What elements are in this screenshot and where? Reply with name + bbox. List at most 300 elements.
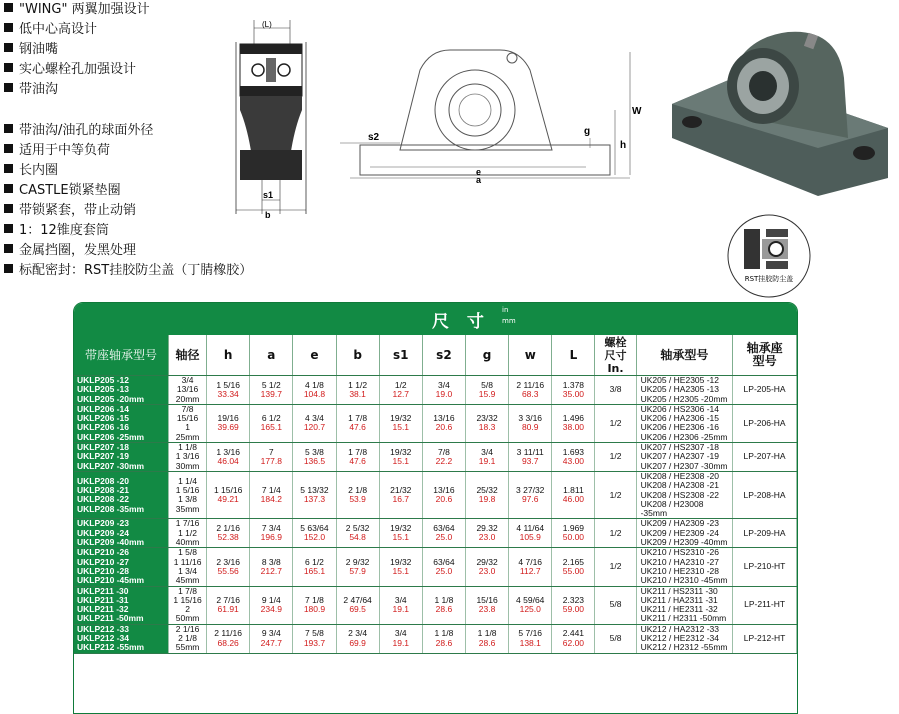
dim-cell-b [336,519,379,548]
dims-table [74,335,797,654]
mm-value: 53.9 [349,494,366,505]
mm-value: 69.5 [349,604,366,615]
bullet-icon [4,244,13,253]
cell-line: UKLP205 -12 [77,375,129,385]
inch-value: 2 3/16 [216,556,240,567]
cell-line: UK210 / HE2310 -28 [640,565,720,576]
cell-line: 1 1/8 [178,442,197,453]
inch-value: 5 7/16 [518,628,543,639]
inch-value: 2 5/32 [345,523,370,534]
inch-value: 1/2 [394,379,407,390]
feature-item: CASTLE锁紧垫圈 [4,183,121,199]
bolt-cell: 3/8 [595,376,636,405]
inch-value: 5 3/8 [305,446,324,457]
cell-line: UK211 / HA2311 -31 [640,594,718,605]
dim-cell-L [552,519,595,548]
model-cell [74,548,169,586]
mm-value: 23.0 [478,565,496,576]
cell-line: UK206 / H2306 -25mm [640,431,728,442]
bullet-icon [4,124,13,133]
cell-line: UKLP207 -19 [77,451,129,462]
label-b: b [265,210,271,219]
bearing-cell [636,471,733,518]
inch-value: 1.693 [562,446,585,457]
inch-value: 63/64 [433,556,455,567]
mm-value: 15.1 [392,456,410,467]
dim-cell-L [552,404,595,442]
inch-value: 8 3/8 [261,556,281,567]
model-cell [74,586,169,624]
inch-value: 1.811 [563,484,584,495]
dim-cell-w [509,471,552,518]
cell-line: UK208 / HE2308 -20 [640,470,720,481]
mm-value: 105.9 [519,532,541,543]
mm-value: 50.00 [562,532,585,543]
mm-value: 38.00 [562,422,585,433]
dim-cell-b [336,376,379,405]
bolt-cell: 5/8 [595,624,636,653]
dim-cell-e [293,471,336,518]
bullet-icon [4,23,13,32]
dim-cell-e [293,404,336,442]
cell-line: 1 3/16 [175,451,200,462]
cell-line: 1 3/8 [178,494,197,505]
dim-cell-s2 [422,471,465,518]
mm-value: 80.9 [521,422,539,433]
mm-value: 139.7 [260,388,282,399]
mm-value: 57.9 [349,565,366,576]
inch-value: 4 7/16 [518,556,543,567]
dim-cell-s1 [379,548,422,586]
dim-cell-g [466,624,509,653]
bolt-cell: 1/2 [595,443,636,472]
mm-value: 184.2 [260,494,282,505]
dim-cell-w [509,376,552,405]
dim-cell-s2 [422,586,465,624]
cell-line: UK209 / HE2309 -24 [640,527,720,538]
mm-value: 46.00 [562,494,585,505]
cell-line: 1 5/16 [175,484,200,495]
feature-item: 金属挡圈，发黑处理 [4,243,136,259]
inch-value: 3/4 [481,446,493,457]
dim-cell-b [336,471,379,518]
dim-cell-h [207,376,250,405]
inch-value: 2 1/8 [348,484,368,495]
inch-value: 2 1/16 [216,523,240,534]
dim-cell-s1 [379,519,422,548]
mm-value: 68.26 [217,637,239,648]
header-row [74,335,797,376]
dim-cell-g [466,586,509,624]
inch-value: 7 1/4 [261,484,281,495]
mm-value: 33.34 [217,388,239,399]
cell-line: 1 1/4 [178,475,197,486]
mm-value: 15.1 [392,422,410,433]
mm-value: 15.1 [392,565,410,576]
cell-line: UKLP208 -22 [77,494,129,505]
shaft-cell [169,624,207,653]
dim-cell-w [509,586,552,624]
mm-value: 28.6 [478,637,496,648]
dim-cell-g [466,376,509,405]
mm-value: 165.1 [260,422,282,433]
bullet-icon [4,83,13,92]
inch-value: 5 63/64 [300,523,329,534]
label-s2: s2 [368,132,380,143]
mm-value: 193.7 [303,637,326,648]
inch-value: 2 7/16 [216,594,240,605]
inch-value: 4 1/8 [305,379,324,390]
model-cell [74,471,169,518]
cell-line: UKLP207 -18 [77,442,129,453]
dim-cell-a [250,624,293,653]
dim-cell-L [552,376,595,405]
inch-value: 2 9/32 [345,556,370,567]
cell-line: UKLP208 -21 [77,484,129,495]
cell-line: 1 7/16 [175,518,200,529]
cell-line: 25mm [175,431,200,442]
inch-value: 15/16 [476,594,498,605]
mm-value: 38.1 [349,388,366,399]
col-L: L [552,335,595,376]
cell-line: UK209 / H2309 -40mm [640,537,728,548]
shaft-cell [169,586,207,624]
inch-value: 19/32 [390,523,412,534]
dim-cell-g [466,519,509,548]
mm-value: 22.2 [435,456,453,467]
dim-cell-L [552,624,595,653]
inch-value: 1 7/8 [348,413,368,424]
inch-value: 1 1/8 [477,628,497,639]
mm-value: 97.6 [521,494,539,505]
inch-value: 29/32 [476,556,498,567]
label-s1: s1 [263,190,274,200]
feature-item: 带油沟/油孔的球面外径 [4,123,153,139]
cell-line: UK212 / HA2312 -33 [640,623,720,634]
dim-cell-a [250,548,293,586]
housing-cell: LP-209-HA [733,519,797,548]
dim-cell-L [552,443,595,472]
table-row [74,624,797,653]
cell-line: UKLP212 -55mm [77,642,145,653]
mm-value: 247.7 [260,637,282,648]
dim-cell-a [250,471,293,518]
dim-cell-h [207,519,250,548]
inch-value: 5 13/32 [300,484,329,495]
dim-cell-g [466,404,509,442]
bullet-icon [4,184,13,193]
cell-line: 1 5/8 [178,547,197,558]
cell-line: UK210 / H2310 -45mm [640,575,728,586]
inch-value: 2.165 [562,556,585,567]
mm-value: 55.00 [562,565,585,576]
bolt-cell: 5/8 [595,586,636,624]
cell-line: 1 3/4 [178,565,197,576]
inch-value: 2.323 [562,594,585,605]
inch-value: 1 5/16 [216,379,240,390]
table-row [74,471,797,518]
cell-line: 3/4 [181,375,194,385]
label-a: a [476,175,482,185]
mm-value: 20.6 [435,422,453,433]
cell-line: UK209 / HA2309 -23 [640,518,720,529]
dim-cell-h [207,471,250,518]
rst-caption: RST挂胶防尘盖 [744,275,794,283]
unit-in: in [502,306,509,314]
shaft-cell [169,443,207,472]
inch-value: 7 5/8 [305,628,324,639]
mm-value: 19.0 [435,388,453,399]
dim-cell-s2 [422,376,465,405]
mm-value: 212.7 [260,565,282,576]
unit-mm: mm [502,317,516,325]
mm-value: 46.04 [217,456,239,467]
cell-line: UK212 / H2312 -55mm [640,642,728,653]
mm-value: 19.1 [392,604,410,615]
mm-value: 59.00 [562,604,585,615]
dim-cell-s2 [422,548,465,586]
inch-value: 7 1/8 [305,594,324,605]
inch-value: 2 3/4 [348,628,368,639]
bullet-icon [4,224,13,233]
cell-line: 50mm [175,613,200,624]
table-body [74,376,797,654]
label-h: h [620,140,627,151]
cell-line: UKLP210 -27 [77,556,129,567]
inch-value: 2.441 [562,628,585,639]
mm-value: 47.6 [349,422,366,433]
cell-line: UKLP207 -30mm [77,460,145,471]
mm-value: 93.7 [521,456,539,467]
feature-item: 带锁紧套，带止动销 [4,203,136,219]
mm-value: 196.9 [260,532,282,543]
bullet-icon [4,204,13,213]
bearing-cell [636,624,733,653]
cell-line: 45mm [175,575,200,586]
inch-value: 2 11/16 [214,628,242,639]
col-w: w [509,335,552,376]
mm-value: 15.9 [478,388,496,399]
cell-line: UK208 / HA2308 -21 [640,480,720,491]
table-row [74,376,797,405]
cell-line: UK208 / HS2308 -22 [640,489,720,500]
mm-value: 54.8 [349,532,366,543]
shaft-cell [169,519,207,548]
dim-cell-s2 [422,624,465,653]
bolt-cell: 1/2 [595,404,636,442]
cell-line: 13/16 [176,384,199,395]
inch-value: 21/32 [390,484,412,495]
inch-value: 9 1/4 [261,594,281,605]
inch-value: 3/4 [394,594,407,605]
col-housing: 轴承座 型号 [733,335,797,376]
feature-item: 带油沟 [4,82,58,98]
mm-value: 120.7 [303,422,326,433]
bullet-icon [4,144,13,153]
cell-line: UKLP206 -16 [77,422,129,433]
cell-line: UKLP211 -30 [77,585,129,596]
mm-value: 55.56 [217,565,239,576]
bearing-cell [636,548,733,586]
housing-cell: LP-210-HT [733,548,797,586]
dim-cell-g [466,548,509,586]
dim-cell-b [336,443,379,472]
mm-value: 23.8 [478,604,496,615]
inch-value: 63/64 [433,523,455,534]
dim-cell-h [207,586,250,624]
inch-value: 7 [268,446,274,457]
cell-line: UK207 / HS2307 -18 [640,442,720,453]
col-s2: s2 [422,335,465,376]
dim-cell-w [509,624,552,653]
mm-value: 152.0 [303,532,326,543]
model-cell [74,624,169,653]
housing-cell: LP-205-HA [733,376,797,405]
cell-line: UK210 / HA2310 -27 [640,556,720,567]
cell-line: 55mm [175,642,200,653]
label-L: (L) [262,20,272,29]
cell-line: 2 [185,604,190,615]
mm-value: 104.8 [303,388,326,399]
table-row [74,404,797,442]
dim-cell-s1 [379,404,422,442]
mm-value: 23.0 [478,532,496,543]
mm-value: 137.3 [303,494,326,505]
dim-cell-e [293,548,336,586]
mm-value: 43.00 [562,456,585,467]
cell-line: 1 15/16 [173,594,202,605]
mm-value: 15.1 [392,532,410,543]
inch-value: 1 1/2 [348,379,368,390]
dim-cell-e [293,624,336,653]
dim-cell-h [207,443,250,472]
cell-line: UK205 / HA2305 -13 [640,384,720,395]
inch-value: 25/32 [476,484,498,495]
dim-cell-a [250,586,293,624]
inch-value: 13/16 [433,413,455,424]
shaft-cell [169,471,207,518]
cell-line: 15/16 [176,413,199,424]
cell-line: 20mm [175,393,200,404]
dim-cell-a [250,376,293,405]
cell-line: 7/8 [181,403,194,414]
mm-value: 18.3 [478,422,496,433]
housing-cell: LP-212-HT [733,624,797,653]
cell-line: UK208 / H23008 -35mm [640,498,704,519]
cell-line: UK211 / H2311 -50mm [640,613,727,624]
dim-cell-s2 [422,443,465,472]
inch-value: 1 7/8 [348,446,368,457]
mm-value: 47.6 [349,456,366,467]
bullet-icon [4,264,13,273]
model-cell [74,404,169,442]
cell-line: 30mm [175,460,200,471]
dim-cell-e [293,443,336,472]
dim-cell-s1 [379,376,422,405]
mm-value: 165.1 [303,565,326,576]
feature-item: 长内圈 [4,163,58,179]
model-cell [74,376,169,405]
bearing-cell [636,376,733,405]
cell-line: UK206 / HS2306 -14 [640,403,720,414]
col-s1: s1 [379,335,422,376]
cell-line: UKLP206 -14 [77,403,129,414]
mm-value: 19.1 [478,456,496,467]
feature-item: 标配密封：RST挂胶防尘盖（丁腈橡胶） [4,263,252,279]
feature-item: 适用于中等负荷 [4,143,110,159]
side-section-drawing [232,14,312,219]
col-g: g [466,335,509,376]
inch-value: 23/32 [476,413,498,424]
mm-value: 28.6 [435,637,453,648]
mm-value: 180.9 [303,604,326,615]
model-cell [74,443,169,472]
inch-value: 6 1/2 [305,556,324,567]
cell-line: 1 11/16 [173,556,202,567]
col-b: b [336,335,379,376]
dim-cell-w [509,519,552,548]
cell-line: 1 [185,422,190,433]
cell-line: 40mm [175,537,200,548]
cell-line: 1 7/8 [178,585,197,596]
table-title: 尺 寸 [432,312,490,332]
cell-line: UK211 / HE2311 -32 [640,604,718,615]
dim-cell-e [293,376,336,405]
inch-value: 4 3/4 [305,413,324,424]
inch-value: 3/4 [438,379,450,390]
cell-line: UK212 / HE2312 -34 [640,633,720,644]
inch-value: 3 3/16 [518,413,543,424]
housing-cell: LP-207-HA [733,443,797,472]
dim-cell-s1 [379,443,422,472]
dim-cell-s2 [422,404,465,442]
rst-seal-inset [726,213,812,299]
bullet-icon [4,43,13,52]
product-photo [668,28,896,198]
shaft-cell [169,404,207,442]
dim-cell-h [207,404,250,442]
inch-value: 6 1/2 [261,413,281,424]
inch-value: 4 11/64 [516,523,545,534]
dim-cell-b [336,404,379,442]
cell-line: UK205 / H2305 -20mm [640,393,728,404]
inch-value: 1.496 [562,413,585,424]
col-bolt: 螺栓 尺寸 In. [595,335,636,376]
dim-cell-a [250,519,293,548]
cell-line: UKLP210 -45mm [77,575,145,586]
inch-value: 9 3/4 [261,628,281,639]
bullet-icon [4,3,13,12]
dim-cell-b [336,586,379,624]
dim-cell-a [250,404,293,442]
label-w: W [632,106,642,117]
mm-value: 68.3 [521,388,539,399]
cell-line: UKLP212 -33 [77,623,129,634]
bearing-cell [636,404,733,442]
col-h: h [207,335,250,376]
inch-value: 4 59/64 [516,594,545,605]
inch-value: 1 15/16 [213,484,243,495]
shaft-cell [169,376,207,405]
cell-line: UKLP211 -32 [77,604,129,615]
front-view-drawing [340,30,660,200]
cell-line: UKLP206 -25mm [77,431,145,442]
cell-line: UKLP209 -24 [77,527,129,538]
cell-line: UKLP208 -20 [77,475,129,486]
inch-value: 1 3/16 [216,446,240,457]
cell-line: UK211 / HS2311 -30 [640,585,718,596]
inch-value: 5/8 [481,379,493,390]
